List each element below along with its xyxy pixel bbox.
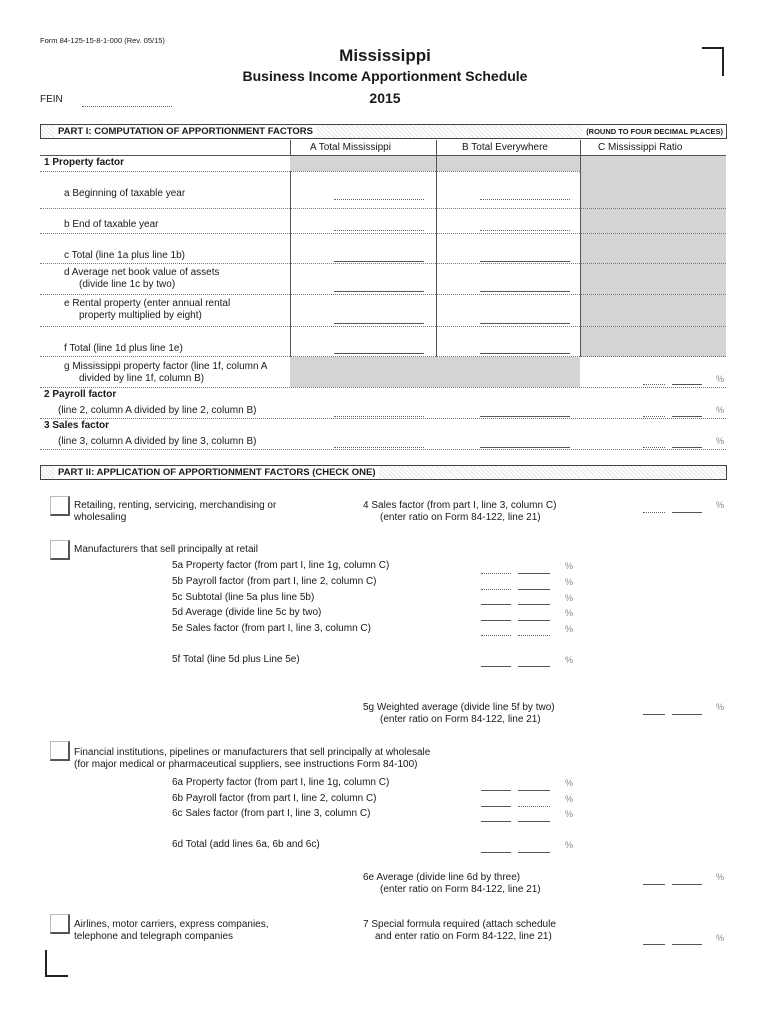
- retail-option-label: Retailing, renting, servicing, merchandising or: [74, 500, 277, 511]
- line-1e-label: e Rental property (enter annual rental: [64, 298, 231, 309]
- line-5d-input-1[interactable]: [481, 620, 511, 621]
- line-5d-label: 5d Average (divide line 5c by two): [172, 607, 322, 618]
- line-2-col-a-input[interactable]: [334, 416, 424, 417]
- line-6b-label: 6b Payroll factor (from part I, line 2, column C): [172, 793, 377, 804]
- form-year: 2015: [369, 90, 401, 106]
- line-1a-label: a Beginning of taxable year: [64, 188, 186, 199]
- line-6d-percent: %: [565, 840, 574, 850]
- line-6d-input-1[interactable]: [481, 852, 511, 853]
- line-5c-percent: %: [565, 593, 574, 603]
- line-6e-label: 6e Average (divide line 6d by three): [363, 872, 521, 883]
- payroll-factor-label: 2 Payroll factor: [44, 389, 117, 400]
- line-6c-label: 6c Sales factor (from part I, line 3, column C): [172, 808, 371, 819]
- line-5a-label: 5a Property factor (from part I, line 1g, column C): [172, 560, 390, 571]
- line-4-label: 4 Sales factor (from part I, line 3, column C): [363, 500, 557, 511]
- line-1g-label: g Mississippi property factor (line 1f, column A: [64, 361, 268, 372]
- form-number: Form 84-125-15-8-1-000 (Rev. 05/15): [40, 36, 165, 45]
- part2-heading-bar: [40, 465, 727, 480]
- financial-institutions-label: Financial institutions, pipelines or manufacturers that sell principally at wholesale: [74, 747, 431, 758]
- line-1b-label: b End of taxable year: [64, 219, 159, 230]
- part2-heading: PART II: APPLICATION OF APPORTIONMENT FACTORS (CHECK ONE): [55, 466, 379, 479]
- line-5b-percent: %: [565, 577, 574, 587]
- retail-checkbox[interactable]: [50, 496, 70, 516]
- line-5f-percent: %: [565, 655, 574, 665]
- line-1e-label-cont: property multiplied by eight): [79, 310, 202, 321]
- gray-shade-line-g: [290, 357, 580, 387]
- line-5c-input-1[interactable]: [481, 604, 511, 605]
- line-5g-label: 5g Weighted average (divide line 5f by two): [363, 702, 555, 713]
- line-1c-label: c Total (line 1a plus line 1b): [64, 250, 185, 261]
- line-1g-ratio-input-2[interactable]: [672, 384, 702, 385]
- financial-institutions-checkbox[interactable]: [50, 741, 70, 761]
- line-1c-col-b-input[interactable]: [480, 261, 570, 262]
- manufacturers-retail-label: Manufacturers that sell principally at retail: [74, 544, 258, 555]
- line-6e-note: (enter ratio on Form 84-122, line 21): [380, 884, 541, 895]
- line-5b-label: 5b Payroll factor (from part I, line 2, column C): [172, 576, 377, 587]
- line-5e-percent: %: [565, 624, 574, 634]
- line-6e-percent: %: [716, 872, 725, 882]
- corner-mark-bottom-left: [44, 948, 70, 980]
- col-c-header: C Mississippi Ratio: [598, 142, 683, 153]
- form-subtitle: Business Income Apportionment Schedule: [242, 68, 528, 84]
- line-7-note: and enter ratio on Form 84-122, line 21): [375, 931, 552, 942]
- line-4-input-2[interactable]: [672, 512, 702, 513]
- line-1d-label-cont: (divide line 1c by two): [79, 279, 176, 290]
- line-6c-input-1[interactable]: [481, 821, 511, 822]
- line-7-label: 7 Special formula required (attach schedule: [363, 919, 556, 930]
- col-b-header: B Total Everywhere: [462, 142, 548, 153]
- line-2-percent: %: [716, 405, 725, 415]
- line-5g-note: (enter ratio on Form 84-122, line 21): [380, 714, 541, 725]
- line-1c-col-a-input[interactable]: [334, 261, 424, 262]
- line-6e-input-1[interactable]: [643, 884, 665, 885]
- line-6a-percent: %: [565, 778, 574, 788]
- line-1a-col-a-input[interactable]: [334, 199, 424, 200]
- line-1f-col-b-input[interactable]: [480, 353, 570, 354]
- line-5b-input-2[interactable]: [518, 589, 550, 590]
- line-6a-input-1[interactable]: [481, 790, 511, 791]
- line-6c-input-2[interactable]: [518, 821, 550, 822]
- corner-mark-top-right: [700, 46, 726, 78]
- line-5e-label: 5e Sales factor (from part I, line 3, column C): [172, 623, 371, 634]
- line-5g-percent: %: [716, 702, 725, 712]
- line-3-ratio-input-1[interactable]: [643, 447, 665, 448]
- line-3-ratio-input-2[interactable]: [672, 447, 702, 448]
- line-2-col-b-input[interactable]: [480, 416, 570, 417]
- line-3-col-a-input[interactable]: [334, 447, 424, 448]
- line-5d-percent: %: [565, 608, 574, 618]
- line-2-ratio-input-1[interactable]: [643, 416, 665, 417]
- part1-rounding-note: (ROUND TO FOUR DECIMAL PLACES): [583, 125, 726, 138]
- gray-shade-property-header: [290, 156, 580, 171]
- line-1g-label-cont: divided by line 1f, column B): [79, 373, 205, 384]
- line-5c-input-2[interactable]: [518, 604, 550, 605]
- line-1g-ratio-input-1[interactable]: [643, 384, 665, 385]
- line-1b-col-a-input[interactable]: [334, 230, 424, 231]
- form-title: Mississippi: [339, 46, 431, 65]
- line-5g-input-1[interactable]: [643, 714, 665, 715]
- line-5e-input-1[interactable]: [481, 635, 511, 636]
- line-2-ratio-input-2[interactable]: [672, 416, 702, 417]
- line-5f-input-2[interactable]: [518, 666, 550, 667]
- line-1g-percent: %: [716, 374, 725, 384]
- line-5a-input-1[interactable]: [481, 573, 511, 574]
- line-6b-input-2[interactable]: [518, 806, 550, 807]
- line-4-input-1[interactable]: [643, 512, 665, 513]
- line-5a-input-2[interactable]: [518, 573, 550, 574]
- line-4-note: (enter ratio on Form 84-122, line 21): [380, 512, 541, 523]
- line-6d-input-2[interactable]: [518, 852, 550, 853]
- line-5b-input-1[interactable]: [481, 589, 511, 590]
- line-1d-col-b-input[interactable]: [480, 291, 570, 292]
- line-6b-input-1[interactable]: [481, 806, 511, 807]
- line-6d-label: 6d Total (add lines 6a, 6b and 6c): [172, 839, 320, 850]
- part1-heading-bar: [40, 124, 727, 139]
- property-factor-label: 1 Property factor: [44, 157, 125, 168]
- line-5f-input-1[interactable]: [481, 666, 511, 667]
- line-1a-col-b-input[interactable]: [480, 199, 570, 200]
- line-5c-label: 5c Subtotal (line 5a plus line 5b): [172, 592, 315, 603]
- part1-heading: PART I: COMPUTATION OF APPORTIONMENT FACTORS: [55, 125, 316, 138]
- line-5d-input-2[interactable]: [518, 620, 550, 621]
- line-6a-input-2[interactable]: [518, 790, 550, 791]
- line-5f-label: 5f Total (line 5d plus Line 5e): [172, 654, 300, 665]
- fein-label: FEIN: [40, 94, 63, 105]
- line-1e-col-b-input[interactable]: [480, 323, 570, 324]
- line-5a-percent: %: [565, 561, 574, 571]
- line-1d-col-a-input[interactable]: [334, 291, 424, 292]
- retail-option-label-cont: wholesaling: [74, 512, 127, 523]
- line-1f-col-a-input[interactable]: [334, 353, 424, 354]
- fein-input[interactable]: [82, 106, 172, 107]
- manufacturers-retail-checkbox[interactable]: [50, 540, 70, 560]
- line-6e-input-2[interactable]: [672, 884, 702, 885]
- airlines-label: Airlines, motor carriers, express companies,: [74, 919, 269, 930]
- line-3-col-b-input[interactable]: [480, 447, 570, 448]
- sales-factor-line: (line 3, column A divided by line 3, column B): [58, 436, 257, 447]
- line-7-percent: %: [716, 933, 725, 943]
- line-7-input-2[interactable]: [672, 944, 702, 945]
- line-1e-col-a-input[interactable]: [334, 323, 424, 324]
- line-6b-percent: %: [565, 794, 574, 804]
- line-4-percent: %: [716, 500, 725, 510]
- payroll-factor-line: (line 2, column A divided by line 2, column B): [58, 405, 257, 416]
- airlines-checkbox[interactable]: [50, 914, 70, 934]
- line-5e-input-2[interactable]: [518, 635, 550, 636]
- line-5g-input-2[interactable]: [672, 714, 702, 715]
- line-1f-label: f Total (line 1d plus line 1e): [64, 343, 183, 354]
- financial-institutions-note: (for major medical or pharmaceutical suppliers, see instructions Form 84-100): [74, 759, 418, 770]
- sales-factor-label: 3 Sales factor: [44, 420, 110, 431]
- line-1d-label: d Average net book value of assets: [64, 267, 220, 278]
- line-7-input-1[interactable]: [643, 944, 665, 945]
- col-a-header: A Total Mississippi: [310, 142, 391, 153]
- line-6a-label: 6a Property factor (from part I, line 1g, column C): [172, 777, 390, 788]
- line-3-percent: %: [716, 436, 725, 446]
- line-6c-percent: %: [565, 809, 574, 819]
- airlines-label-cont: telephone and telegraph companies: [74, 931, 234, 942]
- line-1b-col-b-input[interactable]: [480, 230, 570, 231]
